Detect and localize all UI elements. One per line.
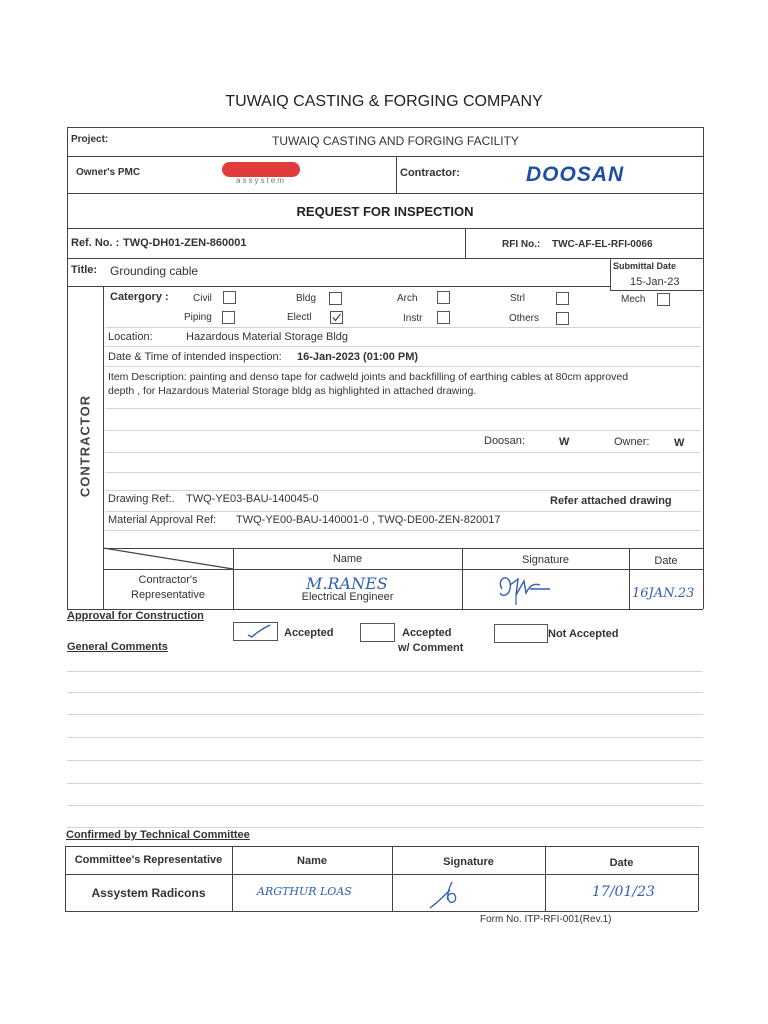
divider	[610, 258, 611, 290]
category-bldg-label: Bldg	[296, 293, 317, 304]
comment-line	[67, 671, 703, 672]
divider	[67, 228, 703, 229]
comment-line	[67, 827, 703, 828]
contractor-name-handwritten: M.RANES	[306, 574, 388, 593]
witness-doosan-value: W	[559, 436, 570, 448]
drawing-ref-note: Refer attached drawing	[550, 495, 672, 507]
divider	[67, 258, 703, 259]
form-title: REQUEST FOR INSPECTION	[296, 204, 474, 219]
committee-signature	[424, 876, 474, 912]
inspection-value: 16-Jan-2023 (01:00 PM)	[297, 351, 419, 363]
divider	[465, 228, 466, 258]
divider	[65, 846, 698, 847]
title-label: Title:	[71, 264, 98, 276]
drawing-ref-label: Drawing Ref:.	[108, 493, 175, 505]
accepted-checkbox[interactable]	[233, 622, 278, 641]
comment-line	[67, 805, 703, 806]
comment-line	[67, 692, 703, 693]
ref-value: TWQ-DH01-ZEN-860001	[123, 237, 247, 249]
committee-name-header: Name	[297, 855, 327, 867]
form-line	[105, 511, 701, 512]
contractor-signature	[494, 571, 554, 607]
category-civil-checkbox[interactable]	[223, 291, 236, 304]
contractor-rep-line1: Contractor's	[138, 574, 198, 586]
witness-owner-label: Owner:	[614, 436, 650, 448]
comment-line	[67, 737, 703, 738]
contractor-rep-line2: Representative	[131, 589, 205, 601]
committee-name-handwritten: ARGTHUR LOAS	[257, 885, 352, 898]
not-accepted-checkbox[interactable]	[494, 624, 548, 643]
divider	[103, 569, 703, 570]
form-line	[105, 472, 701, 473]
sign-signature-header: Signature	[521, 554, 570, 566]
contractor-logo: DOOSAN	[526, 163, 625, 186]
committee-heading: Confirmed by Technical Committee	[66, 829, 250, 841]
comment-line	[67, 783, 703, 784]
frame-top	[67, 127, 703, 128]
approval-heading: Approval for Construction	[67, 610, 204, 622]
form-line	[105, 327, 701, 328]
category-piping-checkbox[interactable]	[222, 311, 235, 324]
inspection-label: Date & Time of intended inspection:	[108, 351, 282, 363]
category-instr-label: Instr	[403, 313, 423, 324]
contractor-side-label: CONTRACTOR	[77, 394, 93, 498]
form-line	[105, 430, 701, 431]
form-line	[105, 408, 701, 409]
sign-name-header: Name	[332, 553, 363, 565]
contractor-role: Electrical Engineer	[301, 591, 394, 603]
divider	[67, 286, 610, 287]
check-icon	[234, 623, 277, 640]
divider	[65, 874, 698, 875]
accepted-comment-label-2: w/ Comment	[398, 642, 464, 654]
witness-doosan-label: Doosan:	[484, 435, 525, 447]
category-electl-label: Electl	[287, 312, 312, 323]
committee-org: Assystem Radicons	[91, 886, 206, 900]
accepted-comment-label-1: Accepted	[402, 627, 452, 639]
category-arch-label: Arch	[397, 293, 418, 304]
divider	[67, 156, 703, 157]
committee-rep-header: Committee's Representative	[74, 854, 223, 866]
accepted-label: Accepted	[284, 627, 334, 639]
drawing-ref-value: TWQ-YE03-BAU-140045-0	[186, 493, 319, 505]
title-value: Grounding cable	[110, 264, 199, 278]
form-line	[105, 366, 701, 367]
category-arch-checkbox[interactable]	[437, 291, 450, 304]
company-title: TUWAIQ CASTING & FORGING COMPANY	[225, 93, 543, 110]
comment-line	[67, 714, 703, 715]
rfi-value: TWC-AF-EL-RFI-0066	[552, 239, 653, 250]
location-label: Location:	[108, 331, 153, 343]
category-label: Catergory :	[110, 291, 169, 303]
rfi-label: RFI No.:	[502, 239, 541, 250]
category-bldg-checkbox[interactable]	[329, 292, 342, 305]
form-line	[105, 346, 701, 347]
location-value: Hazardous Material Storage Bldg	[186, 331, 349, 343]
category-strl-label: Strl	[510, 293, 525, 304]
comment-line	[67, 760, 703, 761]
form-number: Form No. ITP-RFI-001(Rev.1)	[480, 914, 612, 925]
submittal-label: Submittal Date	[613, 261, 677, 271]
category-strl-checkbox[interactable]	[556, 292, 569, 305]
project-label: Project:	[71, 134, 109, 145]
ref-label: Ref. No. :	[71, 237, 120, 249]
project-value: TUWAIQ CASTING AND FORGING FACILITY	[272, 134, 519, 148]
divider	[545, 846, 546, 911]
description-line2: depth , for Hazardous Material Storage bldg as highlighted in attached drawing.	[108, 385, 477, 397]
frame-right	[703, 127, 704, 609]
form-line	[105, 530, 701, 531]
committee-date-handwritten: 17/01/23	[592, 884, 655, 900]
committee-signature-header: Signature	[443, 856, 494, 868]
check-icon	[331, 312, 342, 323]
submittal-value: 15-Jan-23	[630, 276, 680, 288]
contractor-label: Contractor:	[400, 167, 460, 179]
owner-logo-text: assystem	[236, 176, 286, 185]
sign-date-header: Date	[654, 555, 678, 567]
form-line	[105, 452, 701, 453]
committee-date-header: Date	[609, 857, 634, 869]
material-ref-value: TWQ-YE00-BAU-140001-0 , TWQ-DE00-ZEN-820017	[236, 514, 501, 526]
category-civil-label: Civil	[193, 293, 212, 304]
divider	[67, 193, 703, 194]
contractor-date-handwritten: 16JAN.23	[632, 586, 695, 601]
category-instr-checkbox[interactable]	[437, 311, 450, 324]
category-mech-label: Mech	[621, 294, 646, 305]
description-line1: Item Description: painting and denso tape for cadweld joints and backfilling of earthing cables at 80cm approved	[108, 371, 629, 383]
frame-left	[67, 127, 68, 609]
divider	[610, 290, 703, 291]
owner-label: Owner's PMC	[76, 167, 141, 178]
category-mech-checkbox[interactable]	[657, 293, 670, 306]
witness-owner-value: W	[674, 437, 685, 449]
not-accepted-label: Not Accepted	[548, 628, 619, 640]
material-ref-label: Material Approval Ref:	[108, 514, 217, 526]
owner-logo	[222, 162, 300, 186]
category-others-checkbox[interactable]	[556, 312, 569, 325]
accepted-comment-checkbox[interactable]	[360, 623, 395, 642]
category-others-label: Others	[509, 313, 540, 324]
header-diagonal	[103, 548, 233, 569]
form-line	[105, 490, 701, 491]
divider	[65, 911, 698, 912]
divider	[396, 156, 397, 193]
category-electl-checkbox[interactable]	[330, 311, 343, 324]
general-comments-label: General Comments	[67, 641, 168, 653]
category-piping-label: Piping	[184, 312, 212, 323]
divider	[698, 846, 699, 911]
